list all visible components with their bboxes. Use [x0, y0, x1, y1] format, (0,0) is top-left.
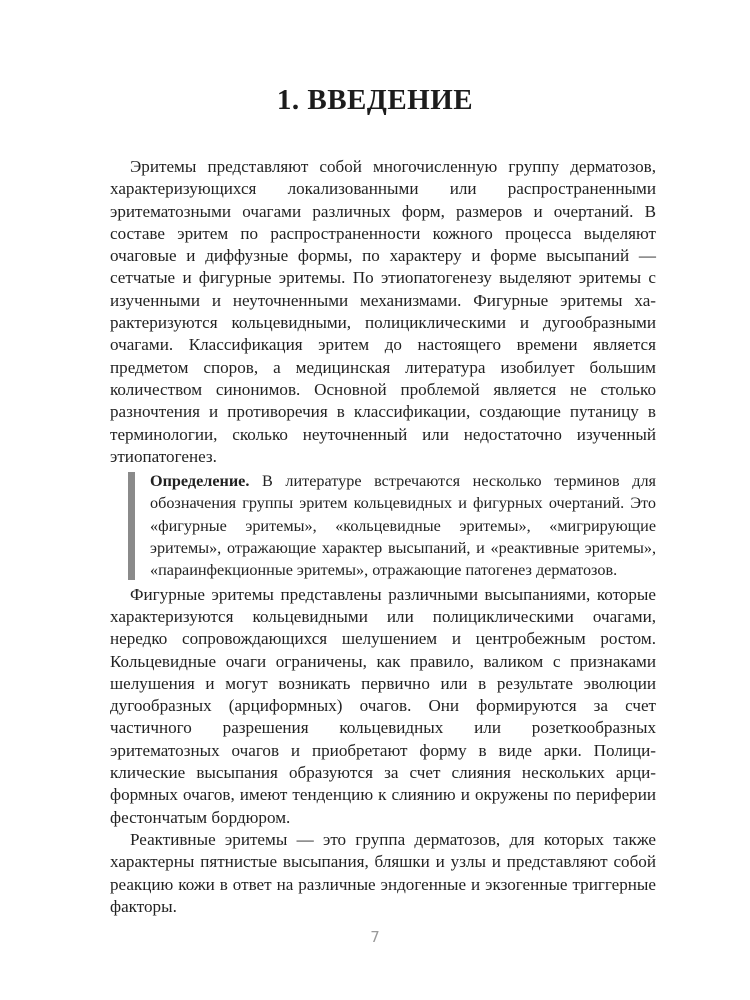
- chapter-title: 1. ВВЕДЕНИЕ: [276, 84, 474, 116]
- page-number: 7: [370, 928, 380, 946]
- definition-term: Определение.: [150, 472, 250, 491]
- body-text: [110, 156, 656, 918]
- paragraph-reactive-erythema: Реактивные эритемы — это группа дерматозов, для которых также характерны пятнистые высыпания, бляшки и узлы и представляют собой реакцию кожи в ответ на различные эндогенные и экзогенные триггерные факторы.: [110, 829, 656, 916]
- definition-text: В литературе встречаются несколько терминов для обозначения группы эритем кольцевидных и фигурных очертаний. Это «фигурные эритемы», «кольцевидные эритемы», «мигрирующие эритемы», отражающие характер высыпаний, и «реактивные эритемы», «параинфекционные эритемы», отражающие патогенез дерматозов.: [150, 472, 656, 580]
- definition-block: [128, 470, 656, 581]
- paragraph-figured-erythema: Фигурные эритемы представлены различными высыпаниями, которые характеризуются кольцевидными или полициклическими очагами, нередко сопровождающихся шелушением и центробежным ростом. Кольцевидные очаги ограничены, как правило, валиком с признаками шелушения и могут возникать первично или в результате эволюции дугообразных (арциформных) очагов. Они формируются за счет частичного разрешения кольцевидных или розеткообразных эритематозных очагов и приобретают форму в виде арки. Полициклические высыпания образуются за счет слияния нескольких арциформных очагов, имеют тенденцию к слиянию и окружены по периферии фестончатым бордюром.: [110, 584, 656, 827]
- definition-paragraph: [150, 470, 656, 581]
- paragraph-intro: Эритемы представляют собой многочисленную группу дерматозов, характеризующихся локализованными или распространенными эритематозными очагами различных форм, размеров и очертаний. В составе эритем по распространенности кожного процесса выделяют очаговые и диффузные формы, по характеру и форме высыпаний — сетчатые и фигурные эритемы. По этиопатогенезу выделяют эритемы с изученными и неуточненными механизмами. Фигурные эритемы характеризуются кольцевидными, полициклическими и дугообразными очагами. Классификация эритем до настоящего времени является предметом споров, а медицинская литература изобилует большим количеством синонимов. Основной проблемой является не столько разночтения и противоречия в классификации, создающие путаницу в терминологии, сколько неуточненный или недостаточно изученный этиопатогенез.: [110, 157, 656, 466]
- definition-sidebar-bar: [128, 472, 135, 579]
